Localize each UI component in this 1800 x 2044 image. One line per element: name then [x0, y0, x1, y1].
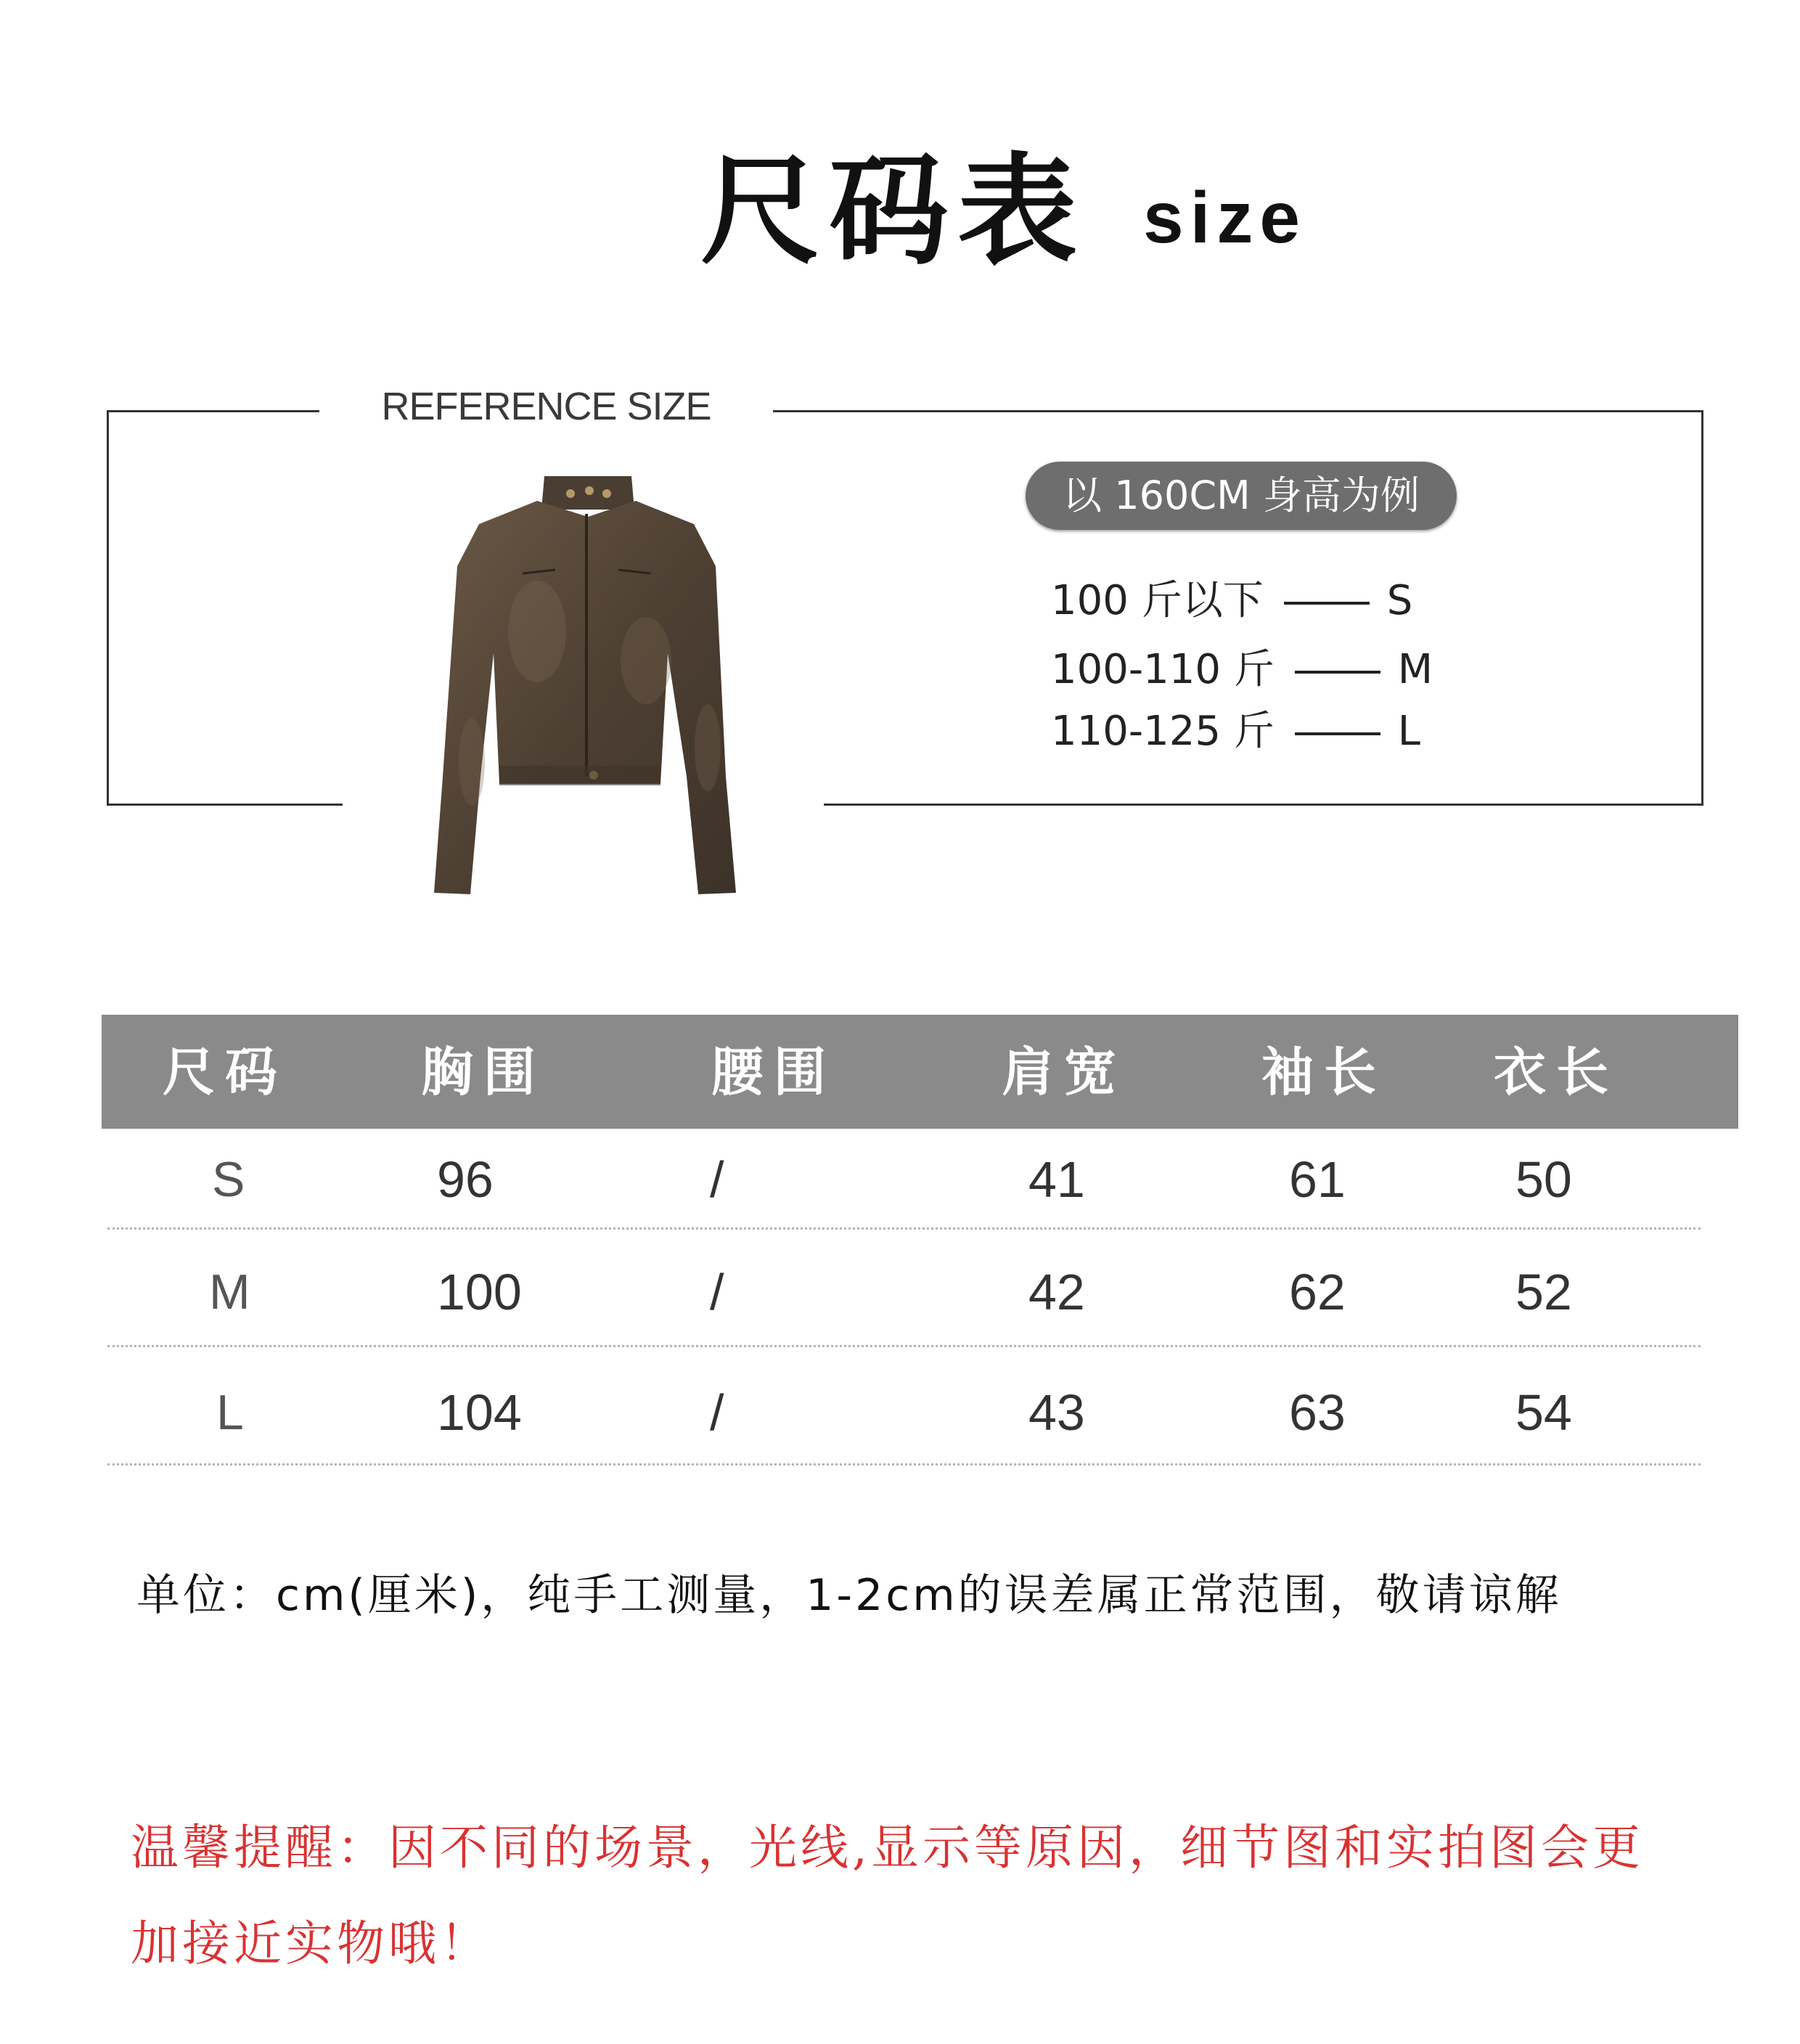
cell-sleeve: 63 [1289, 1384, 1346, 1441]
header-size: 尺码 [163, 1041, 288, 1103]
weight-rule-m [1051, 641, 1433, 699]
row-divider [107, 1227, 1701, 1230]
reminder-note: 温馨提醒：因不同的场景，光线,显示等原因，细节图和实拍图会更加接近实物哦！ [131, 1820, 1644, 1971]
title-chinese: 尺码表 [700, 140, 1086, 281]
ref-left-line [107, 410, 109, 806]
header-shoulder: 肩宽 [1002, 1041, 1127, 1103]
size-letter: L [1397, 708, 1420, 755]
reference-size-label: REFERENCE SIZE [319, 367, 773, 446]
cell-waist: / [710, 1264, 724, 1320]
cell-shoulder: 41 [1028, 1151, 1085, 1208]
dash-line [1295, 671, 1380, 674]
header-sleeve: 袖长 [1261, 1041, 1387, 1103]
cell-sleeve: 61 [1289, 1151, 1346, 1208]
dash-line [1284, 602, 1370, 605]
table-row [102, 1241, 1738, 1359]
size-letter: S [1386, 577, 1413, 624]
unit-note: 单位：cm(厘米)，纯手工测量，1-2cm的误差属正常范围，敬请谅解 [136, 1570, 1562, 1621]
header-waist: 腰围 [711, 1041, 837, 1103]
weight-range: 100-110 斤 [1051, 646, 1275, 693]
page-title [0, 109, 1800, 281]
table-row [102, 1362, 1738, 1479]
cell-chest: 104 [437, 1384, 522, 1441]
cell-shoulder: 43 [1028, 1384, 1085, 1441]
height-reference-pill: 以 160CM 身高为例 [1026, 462, 1457, 530]
cell-size: S [212, 1152, 245, 1207]
weight-rule-s [1051, 572, 1412, 630]
cell-sleeve: 62 [1289, 1264, 1346, 1320]
ref-bottom-line-right [824, 804, 1703, 806]
leather-jacket-icon [428, 472, 748, 900]
cell-length: 50 [1515, 1151, 1572, 1208]
row-divider [107, 1345, 1701, 1347]
cell-waist: / [710, 1384, 724, 1441]
cell-chest: 96 [437, 1151, 494, 1208]
row-divider [107, 1463, 1701, 1465]
ref-right-line [1701, 410, 1703, 806]
title-english: size [1143, 177, 1307, 258]
cell-length: 54 [1515, 1384, 1572, 1441]
weight-rule-l [1051, 703, 1420, 761]
header-length: 衣长 [1494, 1041, 1619, 1103]
cell-chest: 100 [437, 1264, 522, 1320]
cell-size: M [209, 1264, 250, 1320]
header-chest: 胸围 [421, 1041, 547, 1103]
size-letter: M [1397, 646, 1433, 693]
cell-length: 52 [1515, 1264, 1572, 1320]
cell-shoulder: 42 [1028, 1264, 1085, 1320]
cell-size: L [216, 1385, 244, 1440]
cell-waist: / [710, 1151, 724, 1208]
weight-range: 100 斤以下 [1051, 577, 1264, 624]
ref-bottom-line-left [107, 804, 343, 806]
weight-range: 110-125 斤 [1051, 708, 1275, 755]
dash-line [1295, 732, 1380, 735]
table-header [102, 1015, 1738, 1129]
